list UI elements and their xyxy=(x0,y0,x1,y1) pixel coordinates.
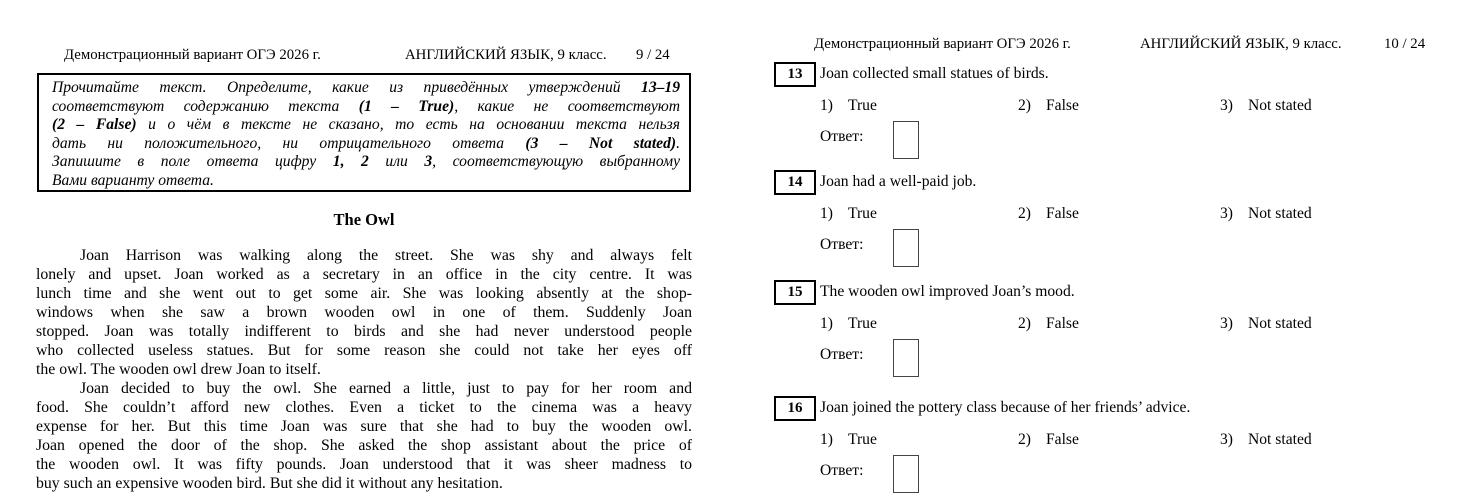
option-number: 2) xyxy=(1018,431,1031,448)
option-number: 3) xyxy=(1220,97,1233,114)
page-right xyxy=(738,0,1476,500)
text-line: lunch time and she went out to get some air. She was looking absently at the shop- xyxy=(36,285,692,302)
question-block-13 xyxy=(738,62,1476,162)
text-segment: , соответствующую выбранному xyxy=(432,153,680,171)
question-block-14 xyxy=(738,170,1476,270)
instruction-line xyxy=(52,172,680,191)
option-true xyxy=(820,431,877,449)
option-number: 3) xyxy=(1220,431,1233,448)
option-true xyxy=(820,315,877,333)
option-label: False xyxy=(1046,97,1079,114)
option-not-stated xyxy=(1220,315,1312,333)
emphasized-text: (1 – True) xyxy=(358,97,455,115)
question-number-box: 13 xyxy=(774,62,816,87)
option-number: 1) xyxy=(820,205,833,222)
option-label: False xyxy=(1046,315,1079,332)
answer-label: Ответ: xyxy=(820,236,864,253)
option-false xyxy=(1018,205,1079,223)
option-true xyxy=(820,205,877,223)
option-label: Not stated xyxy=(1248,97,1312,114)
option-not-stated xyxy=(1220,97,1312,115)
answer-label: Ответ: xyxy=(820,462,864,479)
question-text: Joan joined the pottery class because of her friends’ advice. xyxy=(820,399,1191,416)
text-line: windows when she saw a brown wooden owl in one of them. Suddenly Joan xyxy=(36,304,692,321)
option-number: 3) xyxy=(1220,205,1233,222)
instruction-line xyxy=(52,79,680,98)
question-text: Joan collected small statues of birds. xyxy=(820,65,1049,82)
question-number-box: 14 xyxy=(774,170,816,195)
answer-input-box[interactable] xyxy=(893,339,919,377)
options-row xyxy=(738,97,1476,117)
text-segment: , какие не соответствуют xyxy=(454,97,680,115)
question-block-15 xyxy=(738,280,1476,380)
passage-title: The Owl xyxy=(333,210,395,229)
emphasized-text: (2 – False) xyxy=(52,116,137,134)
header-page-number: 9 / 24 xyxy=(636,47,670,63)
option-label: True xyxy=(848,431,877,448)
text-segment: соответствуют содержанию текста xyxy=(52,97,359,115)
option-false xyxy=(1018,97,1079,115)
answer-label: Ответ: xyxy=(820,346,864,363)
question-text: The wooden owl improved Joan’s mood. xyxy=(820,283,1075,300)
option-number: 1) xyxy=(820,97,833,114)
option-label: True xyxy=(848,315,877,332)
text-line: lonely and upset. Joan worked as a secretary in an office in the city centre. It was xyxy=(36,266,692,283)
header-variant-label: Демонстрационный вариант ОГЭ 2026 г. xyxy=(814,36,1071,52)
question-block-16 xyxy=(738,396,1476,496)
instruction-line xyxy=(52,116,680,135)
text-segment: Прочитайте текст. Определите, какие из приведённых утверждений xyxy=(52,79,642,96)
header-subject-label: АНГЛИЙСКИЙ ЯЗЫК, 9 класс. xyxy=(1140,36,1342,52)
answer-label: Ответ: xyxy=(820,128,864,145)
passage-paragraph xyxy=(36,246,692,379)
instruction-box xyxy=(37,73,691,192)
options-row xyxy=(738,431,1476,451)
text-segment: Запишите в поле ответа цифру xyxy=(52,153,333,171)
text-line: buy such an expensive wooden bird. But she did it without any hesitation. xyxy=(36,475,503,492)
emphasized-text: (3 – Not stated) xyxy=(525,134,677,152)
question-number-box: 15 xyxy=(774,280,816,305)
question-text: Joan had a well-paid job. xyxy=(820,173,977,190)
text-segment: или xyxy=(368,153,425,171)
text-segment: и о чём в тексте не сказано, то есть на основании текста нельзя xyxy=(136,116,681,134)
passage-paragraph xyxy=(36,379,692,493)
header-page-number: 10 / 24 xyxy=(1384,36,1426,52)
option-number: 2) xyxy=(1018,315,1031,332)
options-row xyxy=(738,205,1476,225)
option-not-stated xyxy=(1220,205,1312,223)
instruction-line xyxy=(52,135,680,154)
option-label: True xyxy=(848,205,877,222)
option-number: 3) xyxy=(1220,315,1233,332)
option-label: True xyxy=(848,97,877,114)
option-number: 1) xyxy=(820,315,833,332)
option-number: 1) xyxy=(820,431,833,448)
text-line: Joan opened the door of the shop. She asked the shop assistant about the price of xyxy=(36,437,692,454)
text-segment: Вами варианту ответа. xyxy=(52,171,214,189)
header-variant-label: Демонстрационный вариант ОГЭ 2026 г. xyxy=(64,47,321,63)
text-segment: дать ни положительного, ни отрицательного ответа xyxy=(52,134,526,152)
option-number: 2) xyxy=(1018,97,1031,114)
text-line: Joan Harrison was walking along the street. She was shy and always felt xyxy=(80,247,692,264)
option-number: 2) xyxy=(1018,205,1031,222)
instruction-line xyxy=(52,98,680,117)
option-false xyxy=(1018,431,1079,449)
text-line: expense for her. But this time Joan was sure that she had to buy the wooden owl. xyxy=(36,418,692,435)
text-line: stopped. Joan was totally indifferent to birds and she had never understood people xyxy=(36,323,692,340)
text-line: Joan decided to buy the owl. She earned a little, just to pay for her room and xyxy=(80,380,692,397)
text-line: the wooden owl. It was fifty pounds. Joan understood that it was sheer madness to xyxy=(36,456,692,473)
answer-input-box[interactable] xyxy=(893,455,919,493)
passage-body xyxy=(36,246,692,493)
option-label: Not stated xyxy=(1248,205,1312,222)
answer-input-box[interactable] xyxy=(893,121,919,159)
text-line: food. She couldn’t afford new clothes. Even a ticket to the cinema was a heavy xyxy=(36,399,692,416)
options-row xyxy=(738,315,1476,335)
option-label: False xyxy=(1046,205,1079,222)
text-line: who collected useless statues. But for some reason she could not take her eyes off xyxy=(36,342,692,359)
text-segment: . xyxy=(676,134,680,152)
emphasized-text: 3 xyxy=(424,153,433,171)
emphasized-text: 13–19 xyxy=(641,79,680,96)
header-subject-label: АНГЛИЙСКИЙ ЯЗЫК, 9 класс. xyxy=(405,47,607,63)
option-label: Not stated xyxy=(1248,315,1312,332)
option-not-stated xyxy=(1220,431,1312,449)
emphasized-text: 1, 2 xyxy=(332,153,369,171)
question-number-box: 16 xyxy=(774,396,816,421)
answer-input-box[interactable] xyxy=(893,229,919,267)
instruction-line xyxy=(52,153,680,172)
option-label: False xyxy=(1046,431,1079,448)
text-line: the owl. The wooden owl drew Joan to itself. xyxy=(36,361,321,378)
option-false xyxy=(1018,315,1079,333)
option-true xyxy=(820,97,877,115)
option-label: Not stated xyxy=(1248,431,1312,448)
